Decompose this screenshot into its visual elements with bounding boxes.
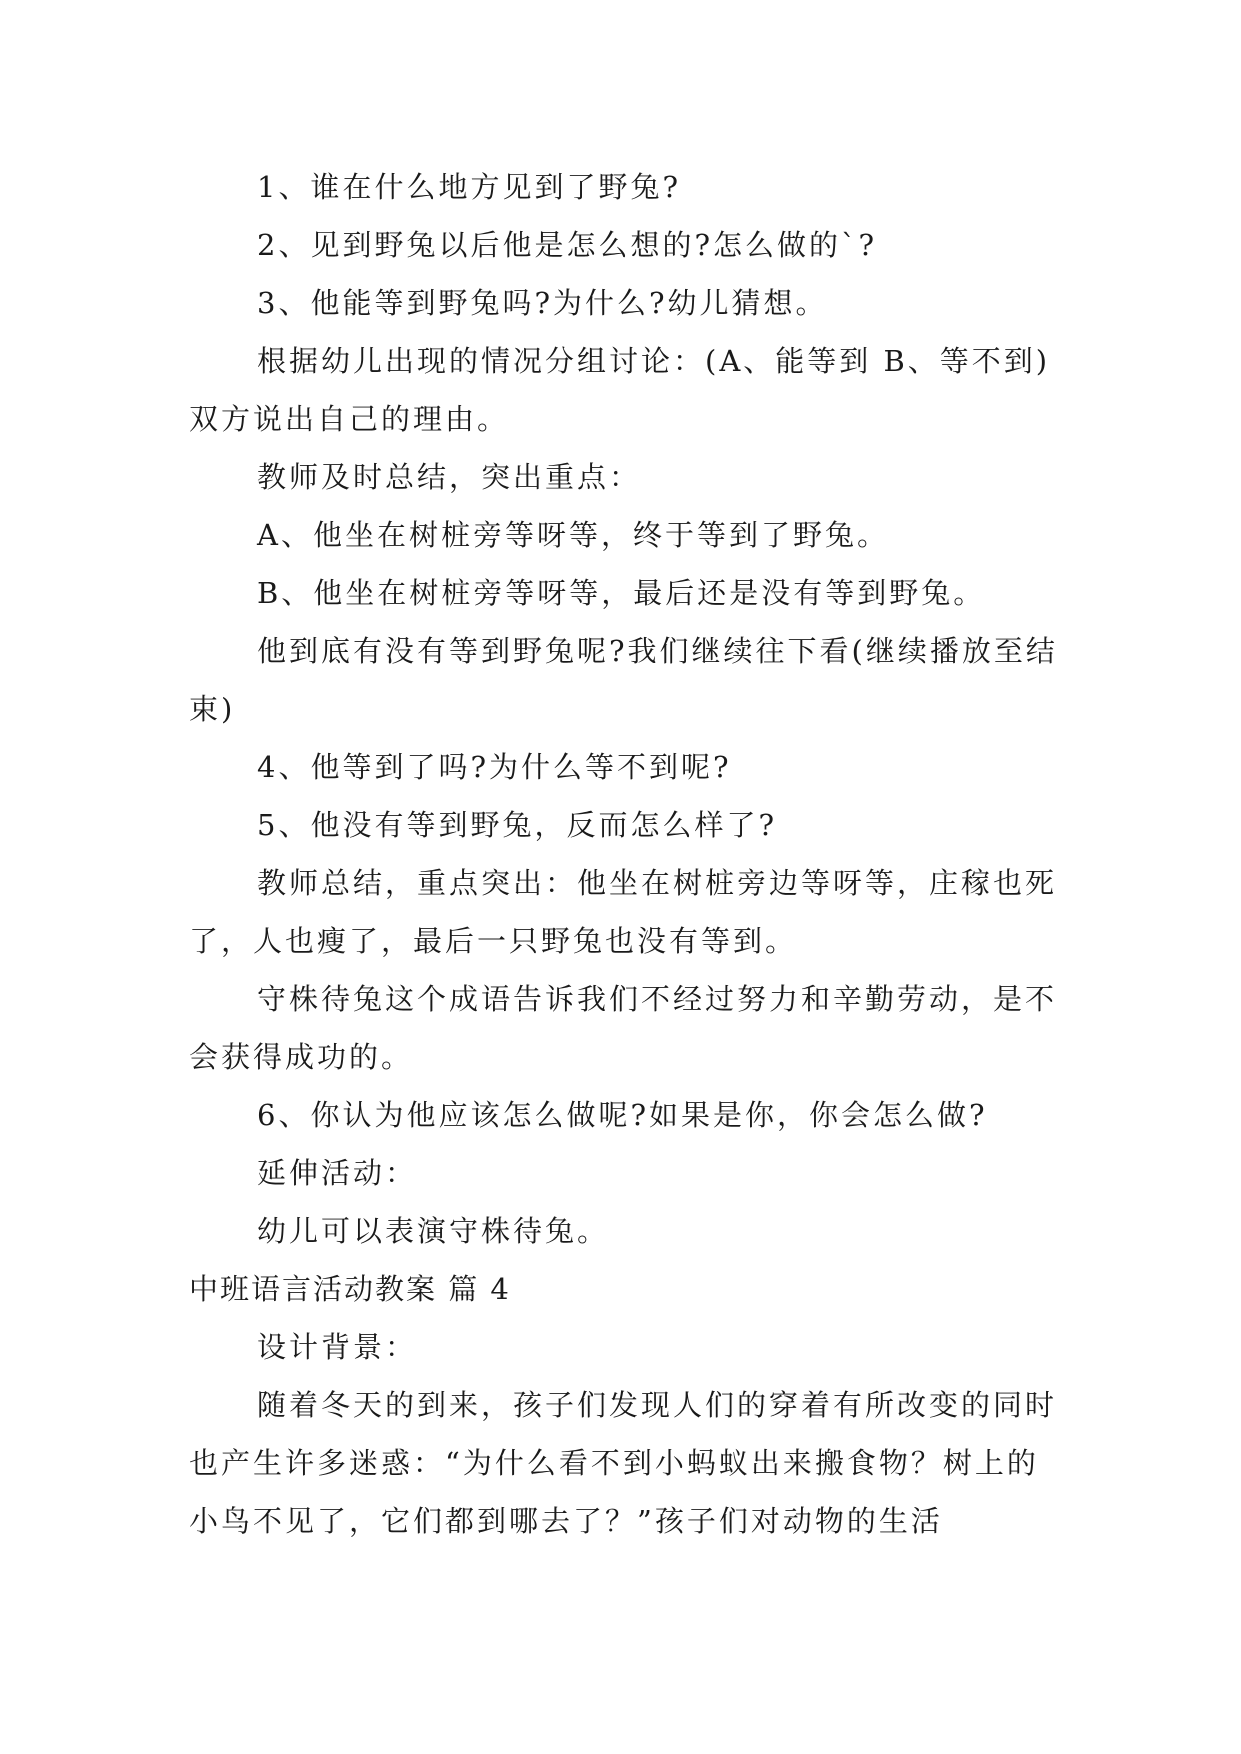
paragraph-continue-watching: 他到底有没有等到野兔呢?我们继续往下看(继续播放至结束) (189, 634, 1058, 726)
paragraph-question-6: 6、你认为他应该怎么做呢?如果是你，你会怎么做? (257, 1098, 988, 1132)
paragraph-question-2: 2、见到野兔以后他是怎么想的?怎么做的`? (257, 228, 878, 262)
paragraph-question-1: 1、谁在什么地方见到了野兔? (257, 170, 681, 204)
paragraph-teacher-summary: 教师及时总结，突出重点： (257, 460, 642, 494)
document-body (189, 158, 1059, 1550)
paragraph-question-4: 4、他等到了吗?为什么等不到呢? (257, 750, 732, 784)
paragraph-extension-content: 幼儿可以表演守株待兔。 (257, 1214, 610, 1248)
paragraph-design-background-content: 随着冬天的到来，孩子们发现人们的穿着有所改变的同时也产生许多迷惑：“为什么看不到小蚂蚁出来搬食物？树上的小鸟不见了，它们都到哪去了？”孩子们对动物的生活 (189, 1388, 1058, 1538)
paragraph-option-b: B、他坐在树桩旁等呀等，最后还是没有等到野兔。 (257, 576, 986, 610)
paragraph-option-a: A、他坐在树桩旁等呀等，终于等到了野兔。 (257, 518, 889, 552)
paragraph-question-3: 3、他能等到野兔吗?为什么?幼儿猜想。 (257, 286, 828, 320)
section-heading: 中班语言活动教案 篇 4 (189, 1272, 511, 1306)
paragraph-question-5: 5、他没有等到野兔，反而怎么样了? (257, 808, 777, 842)
paragraph-group-discussion: 根据幼儿出现的情况分组讨论：(A、能等到 B、等不到)双方说出自己的理由。 (189, 344, 1051, 436)
paragraph-design-background-title: 设计背景： (257, 1330, 418, 1364)
paragraph-extension-title: 延伸活动： (257, 1156, 418, 1190)
paragraph-teacher-conclusion: 教师总结，重点突出：他坐在树桩旁边等呀等，庄稼也死了，人也瘦了，最后一只野兔也没有等到。 (189, 866, 1058, 958)
paragraph-idiom-moral: 守株待兔这个成语告诉我们不经过努力和辛勤劳动，是不会获得成功的。 (189, 982, 1058, 1074)
